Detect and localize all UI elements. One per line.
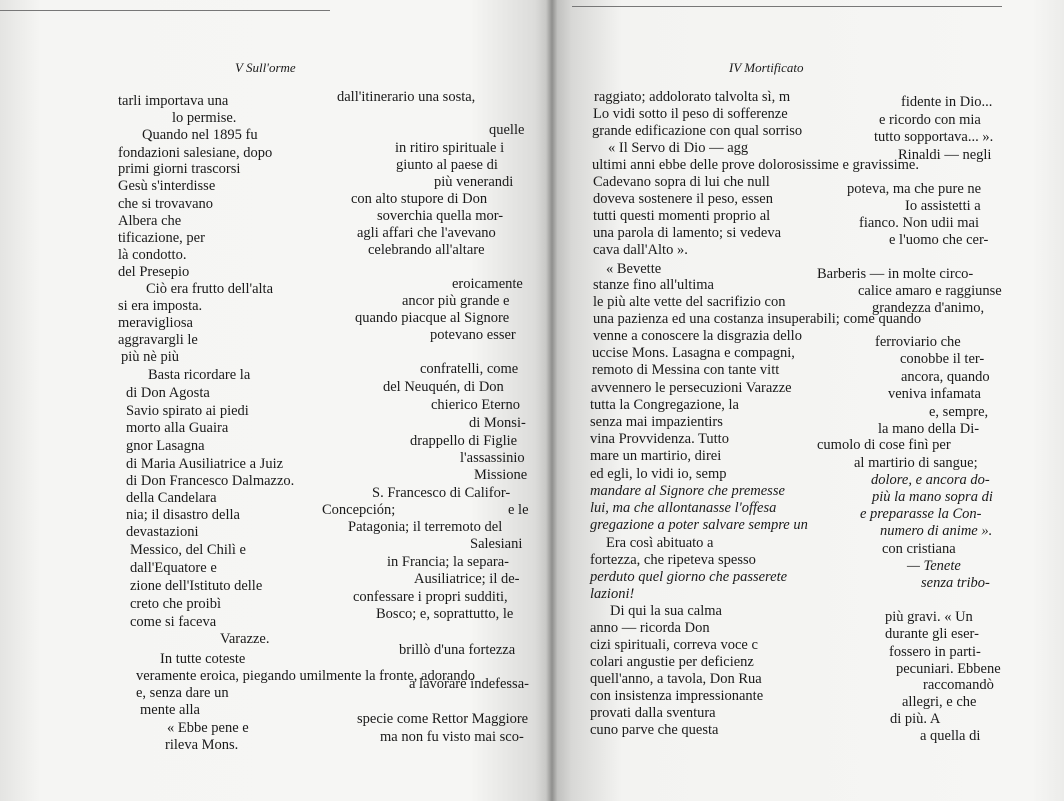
- text-line: fossero in parti-: [889, 644, 981, 660]
- text-line: dall'itinerario una sosta,: [337, 89, 476, 105]
- text-line: e ricordo con mia: [879, 112, 981, 128]
- text-line: raccomandò: [923, 677, 994, 693]
- text-line: della Candelara: [126, 490, 217, 506]
- text-line: allegri, e che: [902, 694, 977, 710]
- text-line: creto che proibì: [130, 596, 221, 612]
- text-line: cizi spirituali, correva voce c: [590, 637, 758, 653]
- text-line: S. Francesco di Califor-: [372, 485, 511, 501]
- text-line: Messico, del Chilì e: [130, 542, 246, 558]
- text-line: più nè più: [121, 349, 179, 365]
- text-line: Concepción;: [322, 502, 396, 518]
- text-line: dall'Equatore e: [130, 560, 217, 576]
- text-line: drappello di Figlie: [410, 433, 518, 449]
- text-line: quelle: [489, 122, 525, 138]
- text-line: le più alte vette del sacrifizio con: [593, 294, 786, 310]
- text-line: tutto sopportava... ».: [874, 129, 994, 145]
- text-line: di più. A: [890, 711, 941, 727]
- right-page-header: IV Mortificato: [729, 60, 804, 75]
- text-line: mandare al Signore che premesse: [590, 483, 785, 499]
- text-line: quando piacque al Signore: [355, 310, 510, 326]
- text-line: tutti questi momenti proprio al: [593, 208, 771, 224]
- text-line: aggravargli le: [118, 332, 198, 348]
- text-line: Era così abituato a: [606, 535, 714, 551]
- text-line: del Neuquén, di Don: [383, 379, 504, 395]
- text-line: quell'anno, a tavola, Don Rua: [590, 671, 762, 687]
- text-line: calice amaro e raggiunse: [858, 283, 1002, 299]
- text-line: a quella di: [920, 728, 981, 744]
- text-line: celebrando all'altare: [368, 242, 485, 258]
- text-line: specie come Rettor Maggiore: [357, 711, 529, 727]
- text-line: con alto stupore di Don: [351, 191, 488, 207]
- text-line: morto alla Guaira: [126, 420, 229, 436]
- text-line: dolore, e ancora do-: [871, 472, 990, 488]
- text-line: Gesù s'interdisse: [118, 178, 216, 194]
- text-line: di Don Francesco Dalmazzo.: [126, 473, 295, 489]
- text-line: nia; il disastro della: [126, 507, 240, 523]
- text-line: senza mai impazientirs: [590, 414, 723, 430]
- text-line: doveva sostenere il peso, essen: [593, 191, 773, 207]
- text-line: tarli importava una: [118, 93, 229, 109]
- text-line: uccise Mons. Lasagna e compagni,: [592, 345, 795, 361]
- text-line: una parola di lamento; si vedeva: [593, 225, 782, 241]
- text-line: ferroviario che: [875, 334, 961, 350]
- text-line: brillò d'una fortezza: [399, 642, 516, 658]
- left-page-header: V Sull'orme: [235, 60, 296, 75]
- text-line: Quando nel 1895 fu: [142, 127, 258, 143]
- text-line: e, senza dare un: [136, 685, 229, 701]
- text-line: colari angustie per deficienz: [590, 654, 754, 670]
- text-line: di Monsi-: [469, 415, 526, 431]
- text-line: a lavorare indefessa-: [409, 676, 529, 692]
- text-line: Ciò era frutto dell'alta: [146, 281, 274, 297]
- text-line: meravigliosa: [118, 315, 193, 331]
- text-line: lo permise.: [172, 110, 237, 126]
- text-line: zione dell'Istituto delle: [130, 578, 263, 594]
- text-line: Barberis — in molte circo-: [817, 266, 974, 282]
- text-line: l'assassinio: [460, 450, 525, 466]
- text-line: raggiato; addolorato talvolta sì, m: [594, 89, 791, 105]
- text-line: Lo vidi sotto il peso di sofferenze: [593, 106, 788, 122]
- text-line: chierico Eterno: [431, 397, 520, 413]
- text-line: devastazioni: [126, 524, 199, 540]
- text-line: primi giorni trascorsi: [118, 161, 241, 177]
- text-line: mente alla: [140, 702, 200, 718]
- text-line: Io assistetti a: [905, 198, 981, 214]
- text-line: e preparasse la Con-: [860, 506, 982, 522]
- text-line: eroicamente: [452, 276, 523, 292]
- text-line: Basta ricordare la: [148, 367, 251, 383]
- text-line: Salesiani: [470, 536, 523, 552]
- text-line: ma non fu visto mai sco-: [380, 729, 524, 745]
- text-line: confratelli, come: [420, 361, 519, 377]
- text-line: senza tribo-: [921, 575, 990, 591]
- text-line: agli affari che l'avevano: [357, 225, 496, 241]
- text-line: perduto quel giorno che passerete: [590, 569, 788, 585]
- text-line: cuno parve che questa: [590, 722, 719, 738]
- text-line: come si faceva: [130, 614, 217, 630]
- text-line: là condotto.: [118, 247, 187, 263]
- text-line: anno — ricorda Don: [590, 620, 710, 636]
- text-line: poteva, ma che pure ne: [847, 181, 982, 197]
- text-line: stanze fino all'ultima: [593, 277, 714, 293]
- text-line: vina Provvidenza. Tutto: [590, 431, 729, 447]
- text-line: confessare i propri sudditi,: [353, 589, 508, 605]
- text-line: veramente eroica, piegando umilmente la fronte, adorando: [136, 668, 475, 684]
- text-line: cumolo di cose finì per: [817, 437, 951, 453]
- text-line: Missione: [474, 467, 528, 483]
- text-line: cava dall'Alto ».: [593, 242, 688, 258]
- text-line: con cristiana: [882, 541, 956, 557]
- text-line: Savio spirato ai piedi: [126, 403, 249, 419]
- text-line: Bosco; e, soprattutto, le: [376, 606, 514, 622]
- text-line: più gravi. « Un: [885, 609, 973, 625]
- text-line: di Don Agosta: [126, 385, 210, 401]
- book-gutter: [546, 0, 558, 801]
- text-line: si era imposta.: [118, 298, 203, 314]
- text-line: remoto di Messina con tante vitt: [592, 362, 780, 378]
- text-line: grandezza d'animo,: [872, 300, 985, 316]
- text-line: Varazze.: [220, 631, 270, 647]
- text-line: fondazioni salesiane, dopo: [118, 145, 273, 161]
- text-line: rileva Mons.: [165, 737, 239, 753]
- text-line: e, sempre,: [929, 404, 989, 420]
- text-line: avvennero le persecuzioni Varazze: [591, 380, 792, 396]
- text-line: mare un martirio, direi: [590, 448, 722, 464]
- text-line: grande edificazione con qual sorriso: [592, 123, 803, 139]
- text-line: venne a conoscere la disgrazia dello: [593, 328, 802, 344]
- text-line: la mano della Di-: [878, 421, 980, 437]
- text-line: in ritiro spirituale i: [395, 140, 505, 156]
- text-line: « Bevette: [606, 261, 662, 277]
- text-line: al martirio di sangue;: [854, 455, 978, 471]
- text-line: giunto al paese di: [396, 157, 498, 173]
- text-line: lazioni!: [590, 586, 635, 602]
- right-page: [552, 0, 1064, 801]
- text-line: — Tenete: [907, 558, 961, 574]
- text-line: ancora, quando: [901, 369, 990, 385]
- text-line: conobbe il ter-: [900, 351, 985, 367]
- text-line: « Il Servo di Dio — agg: [608, 140, 749, 156]
- text-line: che si trovavano: [118, 196, 214, 212]
- text-line: più venerandi: [434, 174, 514, 190]
- text-line: e l'uomo che cer-: [889, 232, 989, 248]
- text-line: una pazienza ed una costanza insuperabili; come quando: [593, 311, 922, 327]
- text-line: tutta la Congregazione, la: [590, 397, 739, 413]
- text-line: tificazione, per: [118, 230, 205, 246]
- text-line: Ausiliatrice; il de-: [414, 571, 520, 587]
- text-line: provati dalla sventura: [590, 705, 716, 721]
- text-line: fidente in Dio...: [901, 94, 993, 110]
- text-line: Rinaldi — negli: [898, 147, 992, 163]
- text-line: « Ebbe pene e: [167, 720, 249, 736]
- text-line: più la mano sopra di: [872, 489, 993, 505]
- text-line: Cadevano sopra di lui che null: [593, 174, 770, 190]
- text-line: fianco. Non udii mai: [859, 215, 980, 231]
- scan-edge-line: [0, 10, 330, 11]
- text-line: fortezza, che ripeteva spesso: [590, 552, 756, 568]
- text-line: ed egli, lo vidi io, semp: [590, 466, 727, 482]
- text-line: Albera che: [118, 213, 182, 229]
- text-line: di Maria Ausiliatrice a Juiz: [126, 456, 284, 472]
- text-line: in Francia; la separa-: [387, 554, 509, 570]
- text-line: Di qui la sua calma: [610, 603, 722, 619]
- text-line: soverchia quella mor-: [377, 208, 504, 224]
- text-line: potevano esser: [430, 327, 516, 343]
- text-line: pecuniari. Ebbene: [896, 661, 1001, 677]
- text-line: del Presepio: [118, 264, 190, 280]
- text-line: e le: [508, 502, 529, 518]
- text-line: Patagonia; il terremoto del: [348, 519, 503, 535]
- text-line: gnor Lasagna: [126, 438, 205, 454]
- text-line: con insistenza impressionante: [590, 688, 764, 704]
- text-line: numero di anime ».: [880, 523, 993, 539]
- scan-edge-line: [572, 6, 1002, 7]
- text-line: ultimi anni ebbe delle prove dolorosissime e gravissime.: [592, 157, 919, 173]
- text-line: veniva infamata: [888, 386, 981, 402]
- text-line: gregazione a poter salvare sempre un: [590, 517, 808, 533]
- text-line: lui, ma che allontanasse l'offesa: [590, 500, 777, 516]
- text-line: In tutte coteste: [160, 651, 246, 667]
- text-line: durante gli eser-: [885, 626, 979, 642]
- text-line: ancor più grande e: [402, 293, 510, 309]
